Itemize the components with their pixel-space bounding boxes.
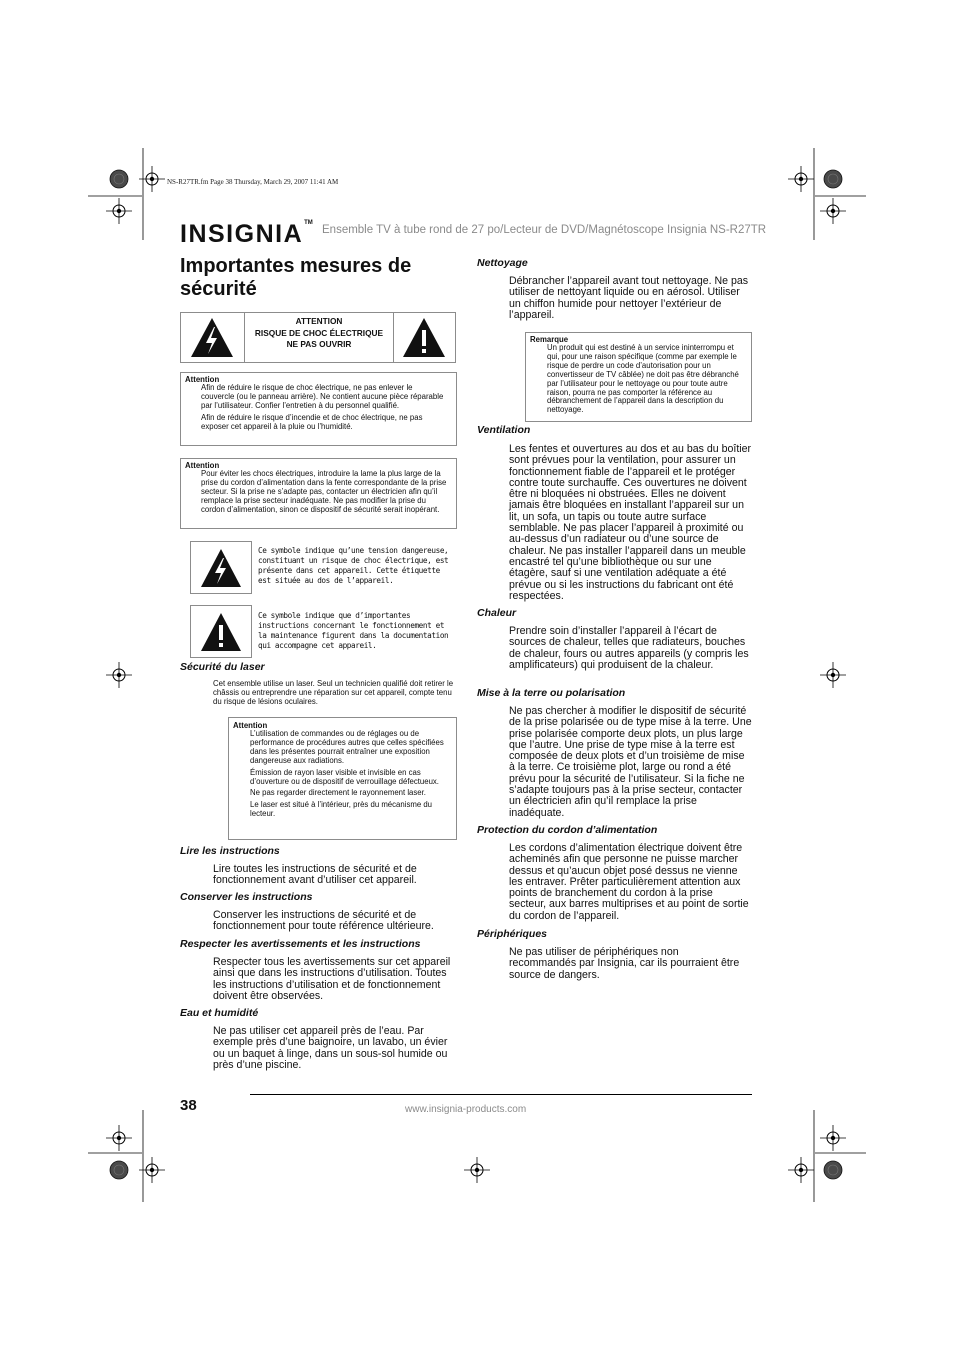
warning-table — [180, 312, 456, 363]
laser-attention-text-2: Émission de rayon laser visible et invisible en cas d’ouverture ou de dispositif de verrouillage défectueux. — [250, 767, 439, 786]
section-heading: Mise à la terre ou polarisation — [477, 687, 626, 699]
symbol-1-text: Ce symbole indique qu’une tension dangereuse, constituant un risque de choc électrique, est présente dans cet appareil. Cette étiquette est située au dos de l’appareil. — [258, 546, 449, 585]
laser-attention-text-1: L’utilisation de commandes ou de réglages ou de performance de procédures autres que celles spécifiées dans les présentes pourrait entraîner une exposition dangereuse aux radiations. — [250, 729, 444, 765]
attention-text-1: Pour éviter les chocs électriques, introduire la lame la plus large de la prise du cordon d’alimentation dans la fente correspondante de la prise secteur. Si la prise ne s’adapte pas, contacter un électricien afin qu’il remplace la prise secteur inadéquate. Ne pas modifier la prise du cordon d’alimentation, sinon ce dispositif de sécurité serait inopérant. — [201, 469, 447, 514]
section-text: Ne pas utiliser de périphériques non recommandés par Insignia, car ils pourraient être source de dangers. — [509, 946, 740, 981]
section-text: Prendre soin d’installer l’appareil à l’écart de sources de chaleur, telles que radiateurs, bouches de chaleur, fours ou autres appareils (y compris les amplificateurs) qui produisent de la chaleur. — [509, 625, 749, 671]
section-heading: Protection du cordon d’alimentation — [477, 824, 658, 836]
warning-cell-text — [245, 313, 394, 362]
section-heading: Ventilation — [477, 424, 531, 436]
laser-text: Cet ensemble utilise un laser. Seul un technicien qualifié doit retirer le châssis ou entreprendre une réparation sur cet appareil, compte tenu du risque de lésions oculaires. — [213, 679, 454, 706]
electric-hazard-icon — [181, 313, 243, 362]
trademark: TM — [304, 220, 313, 226]
print-info: NS-R27TR.fm Page 38 Thursday, March 29, 2007 11:41 AM — [167, 178, 339, 186]
laser-attention-box — [228, 717, 457, 840]
warning-cell-right — [394, 313, 455, 362]
section-heading: Périphériques — [477, 928, 548, 940]
attention-box-1 — [180, 372, 457, 446]
symbol-2-text: Ce symbole indique que d’importantes instructions concernant le fonctionnement et la maintenance figurent dans la documentation qui accompagne cet appareil. — [258, 611, 449, 650]
laser-attention-label: Attention — [233, 721, 268, 730]
section-heading: Eau et humidité — [180, 1007, 259, 1019]
remarque-box — [525, 332, 752, 422]
header-title: Ensemble TV à tube rond de 27 po/Lecteur de DVD/Magnétoscope Insignia NS-R27TR — [322, 224, 767, 236]
electric-hazard-icon — [191, 542, 251, 593]
exclamation-icon — [191, 606, 251, 657]
attention-label: Attention — [185, 461, 220, 470]
warning-line-1: ATTENTION — [295, 316, 343, 326]
laser-attention-text-4: Le laser est situé à l’intérieur, près du mécanisme du lecteur. — [250, 800, 433, 819]
footer-rule — [250, 1094, 752, 1095]
page-number: 38 — [180, 1097, 197, 1114]
attention-label: Attention — [185, 375, 220, 384]
remarque-label: Remarque — [530, 335, 569, 344]
attention-text-1: Afin de réduire le risque de choc électrique, ne pas enlever le couvercle (ou le panneau arrière). Ne contient aucune pièce réparable par l’utilisateur. Confier l’entretien à du personnel qualifié. — [201, 383, 444, 410]
nettoyage-text: Débrancher l’appareil avant tout nettoyage. Ne pas utiliser de nettoyant liquide ou en aérosol. Utiliser un chiffon humide pour nettoyer l’extérieur de l’appareil. — [509, 275, 749, 321]
section-heading: Lire les instructions — [180, 845, 280, 857]
symbol-1-frame — [190, 541, 252, 594]
laser-heading: Sécurité du laser — [180, 661, 265, 673]
section-heading: Conserver les instructions — [180, 891, 313, 903]
section-text: Conserver les instructions de sécurité et de fonctionnement pour toute référence ultérieure. — [213, 909, 434, 933]
warning-line-2: RISQUE DE CHOC ÉLECTRIQUE — [254, 327, 384, 338]
brand-logo — [180, 222, 313, 247]
attention-text-2: Afin de réduire le risque d’incendie et de choc électrique, ne pas exposer cet appareil à la pluie ou l’humidité. — [201, 412, 423, 431]
brand-logo-text: INSIGNIA — [180, 220, 304, 248]
section-text: Lire toutes les instructions de sécurité et de fonctionnement avant d’utiliser cet appareil. — [213, 863, 417, 887]
attention-box-2 — [180, 458, 457, 529]
page-title: Importantes mesures de sécurité — [180, 255, 412, 300]
symbol-2-frame — [190, 605, 252, 658]
footer-url: www.insignia-products.com — [405, 1104, 527, 1115]
laser-attention-text-3: Ne pas regarder directement le rayonnement laser. — [250, 788, 426, 798]
exclamation-icon — [394, 313, 454, 362]
warning-cell-left — [181, 313, 245, 362]
section-text: Ne pas utiliser cet appareil près de l’eau. Par exemple près d’une baignoire, un lavabo, un évier ou un baquet à linge, dans un sous-sol humide ou près d’une piscine. — [213, 1025, 448, 1071]
remarque-text: Un produit qui est destiné à un service ininterrompu et qui, pour une raison spécifique (comme par exemple le risque de perdre un code d’autorisation pour un convertisseur de TV câblée) ne doit pas être débranché par l’utilisateur pour le nettoyage ou pour toute autre raison, pourra ne pas comporter la référence au débranchement de l’appareil dans la description du nettoyage. — [547, 343, 739, 415]
section-heading: Chaleur — [477, 607, 517, 619]
section-heading: Respecter les avertissements et les instructions — [180, 938, 421, 950]
section-text: Les cordons d’alimentation électrique doivent être acheminés afin que personne ne puisse marcher dessus et qu’aucun objet posé dessus ne vienne les entraver. Prêter particulièrement attention aux points de branchement du cordon à la prise secteur, aux barres multiprises et au point de sortie du cordon de l’appareil. — [509, 842, 749, 922]
warning-line-3: NE PAS OUVRIR — [286, 339, 352, 349]
section-text: Les fentes et ouvertures au dos et au bas du boîtier sont prévues pour la ventilation, pour assurer un fonctionnement fiable de l’appareil et le protéger contre toute surchauffe. Ces ouvertures ne doivent être ni bloquées ni obstruées. Elles ne doivent jamais être bloquées en installant l’appareil sur un lit, un sofa, un tapis ou toute autre surface semblable. Ne pas placer l’appareil à proximité ou au-dessus d’un radiateur ou d’une source de chaleur. Ne pas installer l’appareil dans un meuble encastré tel qu’une bibliothèque ou sur une étagère, sauf si une ventilation adéquate a été prévue ou si les instructions du fabricant ont été respectées. — [509, 443, 752, 602]
section-text: Respecter tous les avertissements sur cet appareil ainsi que dans les instructions d’utilisation. Toutes les instructions d’utilisation et de fonctionnement doivent être observées. — [213, 956, 451, 1002]
nettoyage-heading: Nettoyage — [477, 257, 528, 269]
section-text: Ne pas chercher à modifier le dispositif de sécurité de la prise polarisée ou de type mise à la terre. Une prise polarisée comporte deux plots, un plus large que l’autre. Une prise de type mise à la terre est composée de deux plots et d’un troisième de mise à la terre. Ce troisième plot, large ou rond a été prévu pour la sécurité de l’utilisateur. Si la fiche ne s’adapte toujours pas à la prise secteur, contacter un électricien afin qu’il remplace la prise inadéquate. — [509, 705, 752, 819]
